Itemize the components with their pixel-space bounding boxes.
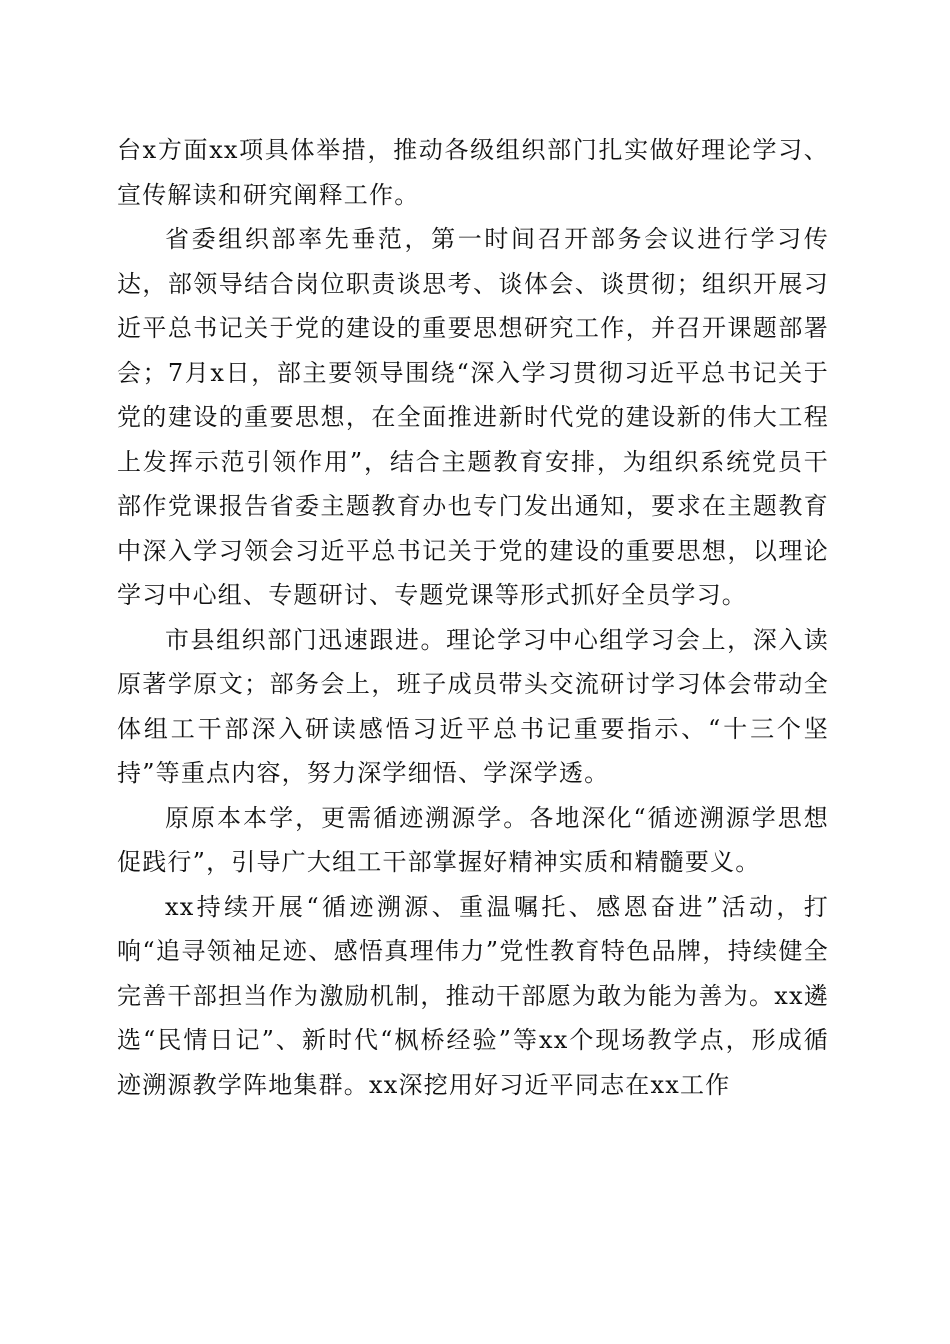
paragraph-5: xx持续开展“循迹溯源、重温嘱托、感恩奋进”活动，打响“追寻领袖足迹、感悟真理伟力”党性教育特色品牌，持续健全完善干部担当作为激励机制，推动干部愿为敢为能为善为。xx遴选“民情日记”、新时代“枫桥经验”等xx个现场教学点，形成循迹溯源教学阵地集群。xx深挖用好习近平同志在xx工作 bbox=[117, 892, 829, 1099]
paragraph-2: 省委组织部率先垂范，第一时间召开部务会议进行学习传达，部领导结合岗位职责谈思考、谈体会、谈贯彻；组织开展习近平总书记关于党的建设的重要思想研究工作，并召开课题部署会；7月x日，部主要领导围绕“深入学习贯彻习近平总书记关于党的建设的重要思想，在全面推进新时代党的建设新的伟大工程上发挥示范引领作用”，结合主题教育安排，为组织系统党员干部作党课报告省委主题教育办也专门发出通知，要求在主题教育中深入学习领会习近平总书记关于党的建设的重要思想，以理论学习中心组、专题研讨、专题党课等形式抓好全员学习。 bbox=[117, 225, 829, 609]
document-body bbox=[117, 128, 829, 1107]
paragraph-3: 市县组织部门迅速跟进。理论学习中心组学习会上，深入读原著学原文；部务会上，班子成员带头交流研讨学习体会带动全体组工干部深入研读感悟习近平总书记重要指示、“十三个坚持”等重点内容，努力深学细悟、学深学透。 bbox=[117, 625, 829, 787]
paragraph-1: 台x方面xx项具体举措，推动各级组织部门扎实做好理论学习、宣传解读和研究阐释工作。 bbox=[117, 136, 829, 209]
paragraph-4: 原原本本学，更需循迹溯源学。各地深化“循迹溯源学思想促践行”，引导广大组工干部掌握好精神实质和精髓要义。 bbox=[117, 803, 829, 876]
